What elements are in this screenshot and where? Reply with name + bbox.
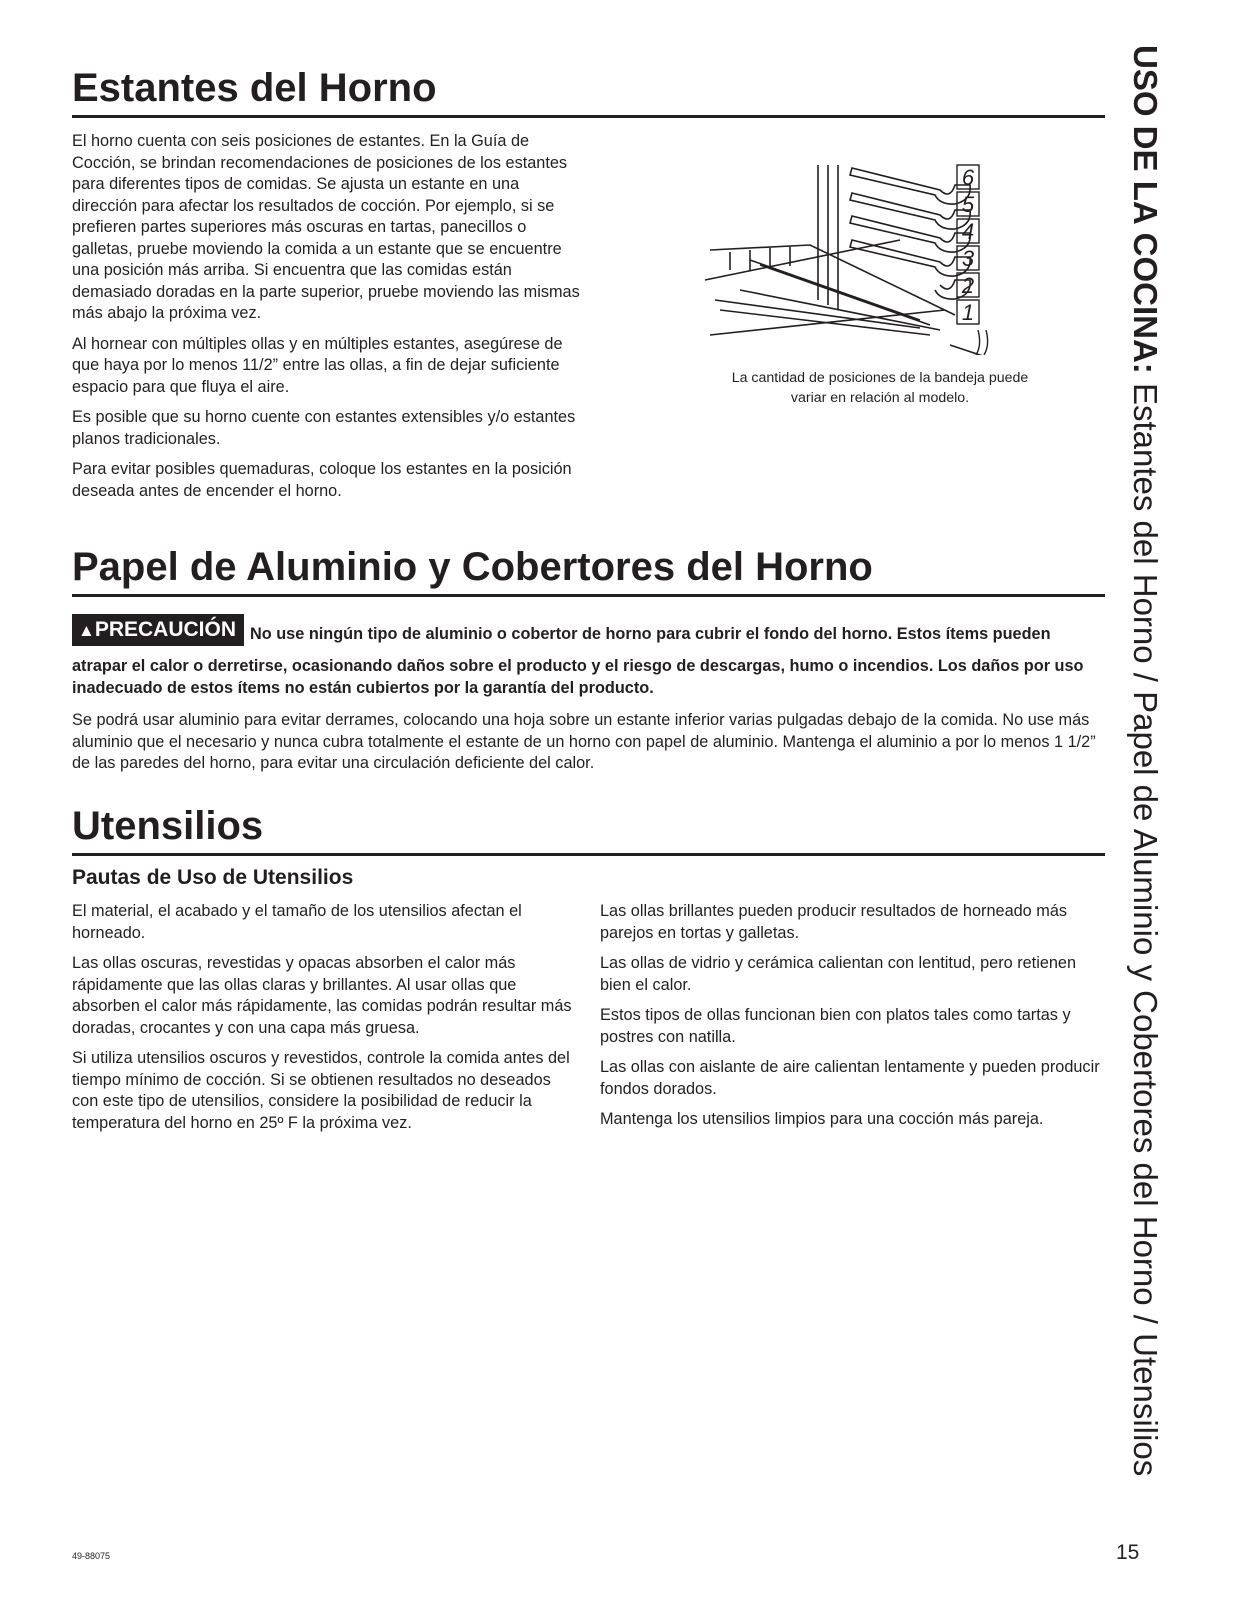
warning-triangle-icon: ▲ — [78, 621, 95, 640]
paragraph: Estos tipos de ollas funcionan bien con platos tales como tartas y postres con natilla. — [600, 1006, 1071, 1046]
paragraph: Si utiliza utensilios oscuros y revestidos, controle la comida antes del tiempo mínimo de cocción. Si se obtienen resultados no deseados con este tipo de utensilios, considere la posibilidad de reducir la temperatura del horno en 25º F la próxima vez. — [72, 1049, 570, 1132]
paragraph: Mantenga los utensilios limpios para una cocción más pareja. — [600, 1110, 1044, 1128]
caution-notice — [72, 614, 1102, 697]
racks-text — [72, 131, 580, 511]
rack-position-2: 2 — [961, 273, 975, 298]
cookware-right-column — [600, 901, 1100, 1140]
section-title-foil: Papel de Aluminio y Cobertores del Horno — [72, 545, 873, 589]
paragraph: Las ollas oscuras, revestidas y opacas absorben el calor más rápidamente que las ollas claras y brillantes. Al usar ollas que absorben el calor más rápidamente, las comidas podrán resultar más doradas, crocantes y con una capa más gruesa. — [72, 954, 572, 1037]
rack-position-4: 4 — [961, 219, 975, 244]
section-title-racks: Estantes del Horno — [72, 66, 437, 110]
section-title-cookware: Utensilios — [72, 804, 264, 848]
paragraph: Las ollas con aislante de aire calientan lentamente y pueden producir fondos dorados. — [600, 1058, 1100, 1098]
divider — [72, 115, 1105, 118]
rack-position-3: 3 — [961, 246, 975, 271]
page-number: 15 — [1116, 1541, 1140, 1564]
paragraph: Se podrá usar aluminio para evitar derrames, colocando una hoja sobre un estante inferior varias pulgadas debajo de la comida. No use más aluminio que el necesario y nunca cubra totalmente el estante de un horno con papel de aluminio. Mantenga el aluminio a por lo menos 1 1/2” de las paredes del horno, para evitar una circulación deficiente del calor. — [72, 711, 1096, 772]
caution-badge: ▲PRECAUCIÓN — [72, 614, 244, 646]
divider — [72, 853, 1105, 856]
paragraph: Las ollas de vidrio y cerámica calientan con lentitud, pero retienen bien el calor. — [600, 954, 1077, 994]
rack-position-6: 6 — [961, 165, 975, 190]
foil-text — [72, 710, 1107, 784]
oven-rack-illustration — [700, 160, 1000, 355]
paragraph: Al hornear con múltiples ollas y en múltiples estantes, asegúrese de que haya por lo menos 11/2” entre las ollas, a fin de dejar suficiente espacio para que fluya el aire. — [72, 334, 563, 396]
rack-position-5: 5 — [961, 192, 975, 217]
paragraph: El material, el acabado y el tamaño de los utensilios afectan el horneado. — [72, 902, 522, 942]
paragraph: Para evitar posibles quemaduras, coloque los estantes en la posición deseada antes de encender el horno. — [72, 460, 572, 500]
paragraph: Es posible que su horno cuente con estantes extensibles y/o estantes planos tradicionales. — [72, 408, 576, 448]
cookware-left-column — [72, 901, 577, 1143]
subsection-title: Pautas de Uso de Utensilios — [72, 866, 354, 889]
caution-text: No use ningún tipo de aluminio o cobertor de horno para cubrir el fondo del horno. Estos ítems pueden atrapar el calor o derretirse, ocasionando daños sobre el producto y el riesgo de descargas, humo o incendios. Los daños por uso inadecuado de estos ítems no están cubiertos por la garantía del producto. — [72, 625, 1084, 697]
rack-supports — [850, 168, 970, 299]
paragraph: El horno cuenta con seis posiciones de estantes. En la Guía de Cocción, se brindan recomendaciones de posiciones de los estantes para diferentes tipos de comidas. Se ajusta un estante en una dirección para afectar los resultados de cocción. Por ejemplo, si se prefieren partes superiores más oscuras en tartas, panecillos o galletas, pruebe moviendo la comida a un estante que se encuentre una posición más arriba. Si encuentra que las comidas están demasiado doradas en la parte superior, pruebe moviendo las mismas más abajo la próxima vez. — [72, 132, 580, 322]
side-tab-title: USO DE LA COCINA: Estantes del Horno / Papel de Aluminio y Cobertores del Horno / Utensilios — [1127, 45, 1164, 1477]
figure-caption: La cantidad de posiciones de la bandeja puede variar en relación al modelo. — [731, 370, 1029, 406]
paragraph: Las ollas brillantes pueden producir resultados de horneado más parejos en tortas y galletas. — [600, 902, 1068, 942]
document-number: 49-88075 — [72, 1551, 111, 1561]
rack-position-1: 1 — [961, 300, 975, 325]
divider — [72, 594, 1105, 597]
